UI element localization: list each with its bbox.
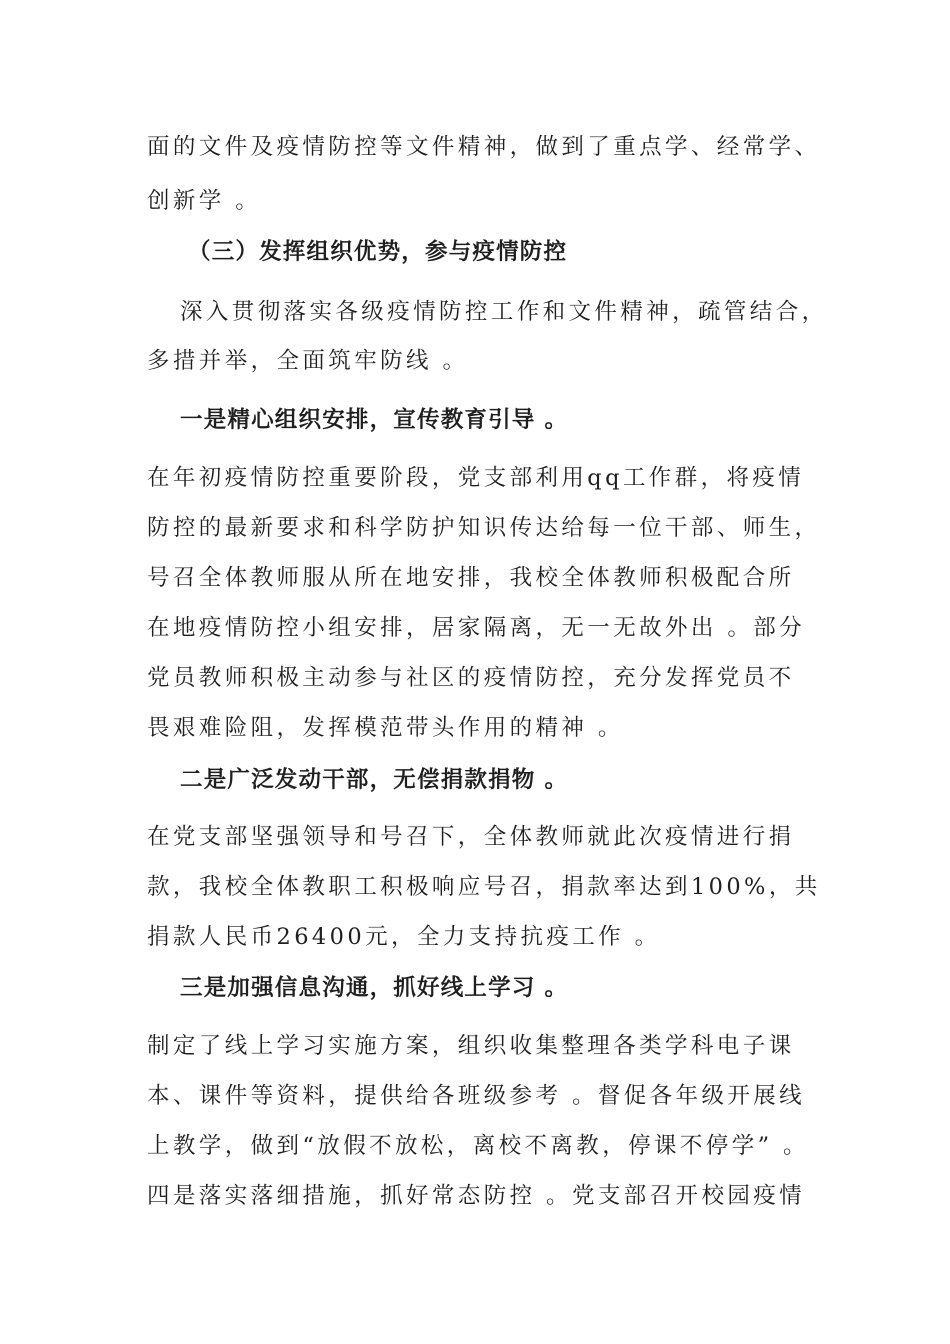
- paragraph-line: 党员教师积极主动参与社区的疫情防控，充分发挥党员不: [147, 665, 795, 691]
- paragraph-line: 在地疫情防控小组安排，居家隔离，无一无故外出 。部分: [147, 615, 806, 641]
- paragraph-line: 畏艰难险阻，发挥模范带头作用的精神 。: [147, 715, 624, 741]
- paragraph-line: 防控的最新要求和科学防护知识传达给每一位干部、师生，: [147, 515, 821, 541]
- paragraph-line: 捐款人民币26400元，全力支持抗疫工作 。: [147, 924, 661, 950]
- paragraph-line: 四是落实落细措施，抓好常态防控 。党支部召开校园疫情: [147, 1183, 806, 1209]
- paragraph-line: 本、课件等资料，提供给各班级参考 。督促各年级开展线: [147, 1083, 806, 1109]
- subheading: 一是精心组织安排，宣传教育引导 。: [180, 407, 569, 433]
- paragraph-line: 号召全体教师服从所在地安排，我校全体教师积极配合所: [147, 565, 795, 591]
- paragraph-line: 在年初疫情防控重要阶段，党支部利用qq工作群，将疫情: [147, 465, 805, 491]
- paragraph-line: 款，我校全体教职工积极响应号召，捐款率达到100%，共: [147, 874, 821, 900]
- paragraph-line: 面的文件及疫情防控等文件精神，做到了重点学、经常学、: [147, 134, 821, 160]
- paragraph-line: 创新学 。: [147, 188, 262, 214]
- paragraph-line: 制定了线上学习实施方案，组织收集整理各类学科电子课: [147, 1033, 795, 1059]
- paragraph-line: 深入贯彻落实各级疫情防控工作和文件精神，疏管结合，: [180, 299, 828, 325]
- paragraph-line: 多措并举，全面筑牢防线 。: [147, 348, 469, 374]
- subheading: 二是广泛发动干部，无偿捐款捐物 。: [180, 767, 569, 793]
- paragraph-line: 在党支部坚强领导和号召下，全体教师就此次疫情进行捐: [147, 824, 795, 850]
- subheading: 三是加强信息沟通，抓好线上学习 。: [180, 975, 569, 1001]
- section-heading: （三）发挥组织优势，参与疫情防控: [188, 239, 568, 265]
- paragraph-line: 上教学，做到“放假不放松，离校不离教，停课不停学” 。: [147, 1133, 809, 1159]
